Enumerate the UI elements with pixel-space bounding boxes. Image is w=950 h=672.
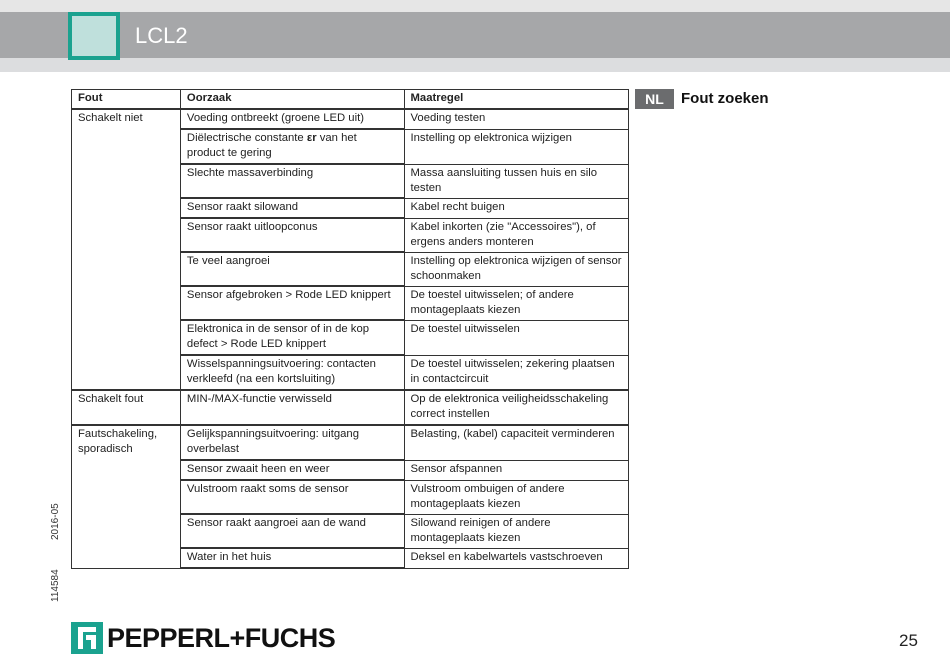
cause-text-pre: Diëlectrische constante [186, 132, 307, 144]
cause-cell: Voeding ontbreekt (groene LED uit) [180, 109, 404, 129]
page-title: LCL2 [135, 23, 188, 48]
col-header-action: Maatregel [404, 90, 628, 110]
cause-cell [180, 129, 404, 164]
action-cell: Instelling op elektronica wijzigen of sensor schoonmaken [404, 252, 628, 286]
table-header-row [72, 90, 629, 110]
brand-logo [71, 621, 335, 655]
action-cell: Voeding testen [404, 109, 628, 129]
cause-cell: Te veel aangroei [180, 252, 404, 286]
fault-cell: Schakelt niet [72, 109, 181, 390]
action-cell: De toestel uitwisselen [404, 320, 628, 355]
action-cell: De toestel uitwisselen; zekering plaatsen in contactcircuit [404, 355, 628, 390]
table-row [72, 109, 629, 129]
action-cell: Op de elektronica veiligheidsschakeling correct instellen [404, 390, 628, 425]
cause-cell: Slechte massaverbinding [180, 164, 404, 198]
cause-cell: Gelijkspanningsuitvoering: uitgang overbelast [180, 425, 404, 460]
margin-date: 2016-05 [50, 503, 61, 540]
action-cell: Massa aansluiting tussen huis en silo testen [404, 164, 628, 198]
cause-cell: Sensor raakt silowand [180, 198, 404, 218]
fault-cell: Schakelt fout [72, 390, 181, 425]
col-header-fault: Fout [72, 90, 181, 110]
action-cell: Silowand reinigen of andere montageplaats kiezen [404, 514, 628, 548]
cause-cell: Sensor afgebroken > Rode LED knippert [180, 286, 404, 320]
action-cell: Kabel inkorten (zie "Accessoires"), of ergens anders monteren [404, 218, 628, 252]
action-cell: De toestel uitwisselen; of andere montageplaats kiezen [404, 286, 628, 320]
header-sub-bar [0, 58, 950, 72]
top-strip [0, 0, 950, 12]
action-cell: Deksel en kabelwartels vastschroeven [404, 548, 628, 568]
language-badge: NL [635, 89, 674, 109]
cause-cell: Wisselspanningsuitvoering: contacten verkleefd (na een kortsluiting) [180, 355, 404, 390]
pf-logo-icon [71, 622, 103, 654]
action-cell: Sensor afspannen [404, 460, 628, 480]
brand-name: PEPPERL+FUCHS [107, 622, 336, 653]
cause-cell: Vulstroom raakt soms de sensor [180, 480, 404, 514]
section-title: Fout zoeken [681, 90, 769, 107]
header-square-icon [68, 12, 120, 60]
page-number: 25 [899, 631, 918, 650]
table-row [72, 425, 629, 460]
table-row [72, 390, 629, 425]
action-cell: Belasting, (kabel) capaciteit verminderen [404, 425, 628, 460]
epsilon-r-symbol: εr [306, 132, 317, 144]
cause-cell: Sensor raakt aangroei aan de wand [180, 514, 404, 548]
fault-cell: Fautschakeling, sporadisch [72, 425, 181, 568]
col-header-cause: Oorzaak [180, 90, 404, 110]
cause-cell: MIN-/MAX-functie verwisseld [180, 390, 404, 425]
action-cell: Kabel recht buigen [404, 198, 628, 218]
action-cell: Instelling op elektronica wijzigen [404, 129, 628, 164]
action-cell: Vulstroom ombuigen of andere montageplaats kiezen [404, 480, 628, 514]
cause-cell: Elektronica in de sensor of in de kop defect > Rode LED knippert [180, 320, 404, 355]
troubleshooting-table [71, 89, 629, 569]
cause-cell: Water in het huis [180, 548, 404, 568]
cause-cell: Sensor raakt uitloopconus [180, 218, 404, 252]
margin-doc-number: 114584 [50, 569, 61, 602]
cause-text-post: van het product te gering [186, 132, 357, 159]
cause-cell: Sensor zwaait heen en weer [180, 460, 404, 480]
